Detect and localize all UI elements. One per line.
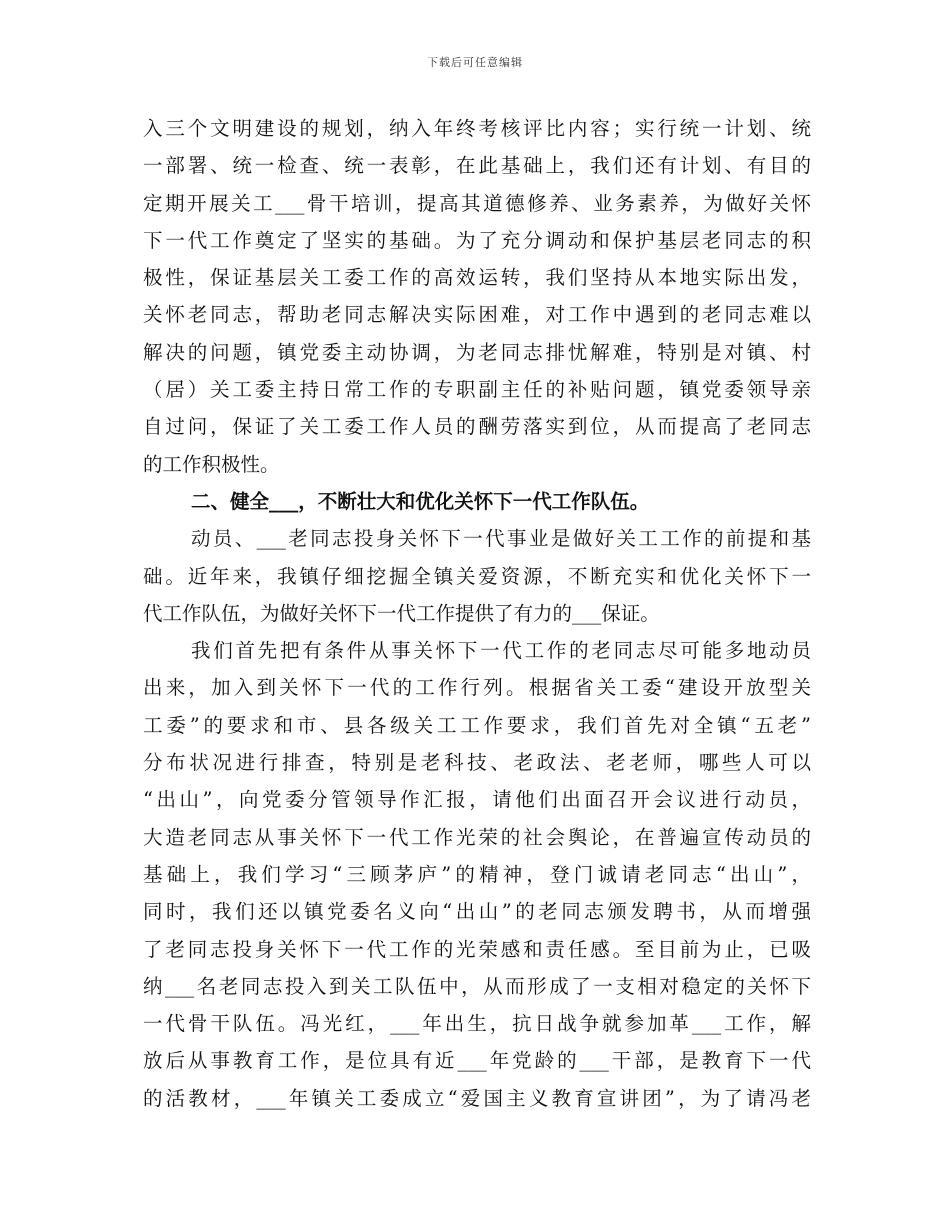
text-line: 工委”的要求和市、县各级关工工作要求，我们首先对全镇“五老” — [143, 713, 811, 737]
text-line: 放后从事教育工作，是位具有近___年党龄的___干部，是教育下一代 — [143, 1049, 811, 1073]
text-line: （居）关工委主持日常工作的专职副主任的补贴问题，镇党委领导亲 — [143, 378, 811, 402]
text-line: 的活教材，___年镇关工委成立“爱国主义教育宣讲团”，为了请冯老 — [143, 1086, 811, 1110]
page-header: 下载后可任意编辑 — [427, 56, 523, 69]
text-line: 极性，保证基层关工委工作的高效运转，我们坚持从本地实际出发， — [143, 266, 811, 290]
text-line: 了老同志投身关怀下一代工作的光荣感和责任感。至目前为止，已吸 — [143, 937, 811, 961]
text-line: 一部署、统一检查、统一表彰，在此基础上，我们还有计划、有目的 — [143, 154, 811, 178]
text-line: 关怀老同志，帮助老同志解决实际困难，对工作中遇到的老同志难以 — [143, 303, 811, 327]
text-line: 大造老同志从事关怀下一代工作光荣的社会舆论，在普遍宣传动员的 — [143, 825, 811, 849]
text-line: 出来，加入到关怀下一代的工作行列。根据省关工委“建设开放型关 — [143, 676, 811, 700]
text-line: 入三个文明建设的规划，纳入年终考核评比内容；实行统一计划、统 — [143, 117, 811, 140]
text-line: 动员、___老同志投身关怀下一代事业是做好关工工作的前提和基 — [191, 527, 811, 551]
text-line: 定期开展关工___骨干培训，提高其道德修养、业务素养，为做好关怀 — [143, 191, 811, 215]
section-heading: 二、健全___，不断壮大和优化关怀下一代工作队伍。 — [191, 489, 650, 513]
text-line: 同时，我们还以镇党委名义向“出山”的老同志颁发聘书，从而增强 — [143, 900, 811, 924]
text-line: “出山”，向党委分管领导作汇报，请他们出面召开会议进行动员， — [143, 788, 811, 812]
text-line: 下一代工作奠定了坚实的基础。为了充分调动和保护基层老同志的积 — [143, 228, 811, 252]
text-line: 的工作积极性。 — [143, 452, 280, 476]
text-line: 解决的问题，镇党委主动协调，为老同志排忧解难，特别是对镇、村 — [143, 340, 811, 364]
text-line: 础。近年来，我镇仔细挖掘全镇关爱资源，不断充实和优化关怀下一 — [143, 564, 811, 588]
text-line: 分布状况进行排查，特别是老科技、老政法、老老师，哪些人可以 — [143, 751, 811, 775]
text-line: 基础上，我们学习“三顾茅庐”的精神，登门诚请老同志“出山”， — [143, 862, 811, 886]
text-line: 代工作队伍，为做好关怀下一代工作提供了有力的___保证。 — [143, 601, 660, 625]
document-body — [143, 110, 811, 1117]
text-line: 自过问，保证了关工委工作人员的酬劳落实到位，从而提高了老同志 — [143, 415, 811, 439]
text-line: 我们首先把有条件从事关怀下一代工作的老同志尽可能多地动员 — [191, 639, 811, 663]
text-line: 纳___名老同志投入到关工队伍中，从而形成了一支相对稳定的关怀下 — [143, 974, 811, 998]
text-line: 一代骨干队伍。冯光红，___年出生，抗日战争就参加革___工作，解 — [143, 1012, 811, 1036]
